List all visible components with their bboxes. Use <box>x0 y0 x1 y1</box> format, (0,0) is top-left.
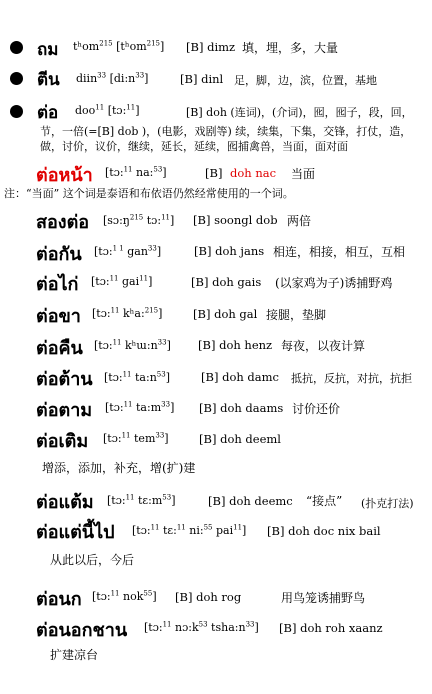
subentry-code: [B] doh jans <box>194 244 265 258</box>
subentry-ipa: [tɔ:$^{11}$ $nɔ:k^{53}$ $tsha:n^{33}$] <box>144 620 259 634</box>
subentry-headword: ต่อนอกชาน <box>36 620 128 641</box>
subentry-headword: ต่อไก่ <box>36 274 79 295</box>
subentry-headword: ต่อขา <box>36 306 81 327</box>
subentry-code: [B] doh gal <box>193 307 258 321</box>
subentry-meaning: 讨价还价 <box>292 402 341 416</box>
highlight-meaning: 当面 <box>291 167 316 181</box>
subentry-meaning: (以家鸡为子)诱捕野鸡 <box>275 276 393 290</box>
note-text: 注：“当面” 这个词是泰语和布依语仍然经常使用的一个词。 <box>4 187 294 200</box>
highlight-code-red: doh nac <box>230 166 277 180</box>
bullet-icon <box>10 72 23 85</box>
subentry-meaning: 抵抗，反抗，对抗，抗拒 <box>291 372 412 385</box>
bullet-icon <box>10 105 23 118</box>
subentry-code: [B] doh roh xaanz <box>279 621 383 635</box>
subentry-code: [B] doh gais <box>191 275 262 289</box>
highlight-headword: ต่อหน้า <box>36 165 93 186</box>
subentry-ipa: [tɔ:$^{11}$ tɛ:$^{11}$ ni:$^{55}$ pai$^{11}$] <box>132 523 247 537</box>
subentry-code: [B] doh henz <box>198 338 273 352</box>
subentry-ipa: [tɔ:$^{11}$ tem$^{33}$] <box>103 431 169 445</box>
entry-meaning: 填，埋，多，大量 <box>242 41 339 55</box>
highlight-code: [B] <box>205 166 223 180</box>
subentry-headword: ต่อต้าน <box>36 369 93 390</box>
subentry-code: [B] doh damc <box>201 370 279 384</box>
subentry-headword: ต่อแต้ม <box>36 492 94 513</box>
subentry-meaning: 两倍 <box>287 214 312 228</box>
entry-ipa: diin$^{33}$ $[di:n^{33}]$ <box>76 71 149 85</box>
subentry-ipa: [tɔ:$^{11}$ kʰa:$^{215}$] <box>92 306 163 320</box>
subentry-headword: ต่อตาม <box>36 400 93 421</box>
subentry-headword: ต่อนก <box>36 589 82 610</box>
subentry-meaning: 从此以后，今后 <box>50 553 135 567</box>
subentry-code: [B] doh daams <box>199 401 284 415</box>
entry-description: 节，一倍(=[B] dob )，(电影，戏剧等) 续，续集，下集，交锋，打仗，造，做，讨价，议价，继续，延长，延续，囮捕禽兽，当面，面对面 <box>40 125 412 153</box>
subentry-ipa: [tɔ:$^{11}$ $kʰɯ:n^{33}$] <box>94 338 171 352</box>
subentry-ipa: [tɔ:$^{11}$ $ta:m^{33}$] <box>105 400 175 414</box>
subentry-meaning: “接点” <box>306 494 343 508</box>
subentry-code: [B] doh rog <box>175 590 242 604</box>
subentry-meaning: 接腿，垫脚 <box>266 308 327 322</box>
entry-headword: ต่อ <box>37 103 59 123</box>
subentry-code: [B] doh deemc <box>208 494 293 508</box>
bullet-icon <box>10 41 23 54</box>
subentry-headword: ต่อแต่นี้ไป <box>36 522 115 543</box>
subentry-headword: สองต่อ <box>36 212 90 233</box>
subentry-code: [B] doh doc nix bail <box>267 524 381 538</box>
entry-buyi-code: [B] dimz <box>186 40 236 54</box>
subentry-extra: (扑克打法) <box>361 497 414 510</box>
entry-headword: ตีน <box>37 70 60 90</box>
subentry-headword: ต่อคืน <box>36 338 83 359</box>
subentry-headword: ต่อเติม <box>36 431 89 452</box>
highlight-ipa: [tɔ:$^{11}$ na:$^{53}$] <box>105 165 167 179</box>
subentry-meaning: 扩建凉台 <box>50 648 99 662</box>
subentry-ipa: [tɔ:$^{11}$ $ta:n^{53}$] <box>104 370 170 384</box>
subentry-ipa: [tɔ:$^{11}$ nok$^{55}$] <box>92 589 157 603</box>
entry-buyi-code: [B] dinl <box>180 72 224 86</box>
entry-buyi-code: [B] doh (连词)，(介词)，囮，囮子，段，回， <box>186 106 413 119</box>
subentry-code: [B] doh deeml <box>199 432 281 446</box>
subentry-meaning: 用鸟笼诱捕野鸟 <box>281 591 366 605</box>
subentry-ipa: [tɔ:$^{1 1}$ gan$^{33}$] <box>94 244 162 258</box>
entry-meaning: 足，脚，边，滨，位置，基地 <box>234 74 377 87</box>
subentry-code: [B] soongl dob <box>193 213 278 227</box>
subentry-ipa: [$sɔ:ŋ^{215}$ tɔ:$^{11}$] <box>103 213 175 227</box>
subentry-meaning: 每夜，以夜计算 <box>281 339 366 353</box>
subentry-headword: ต่อกัน <box>36 244 82 265</box>
subentry-ipa: [tɔ:$^{11}$ gai$^{11}$] <box>91 274 153 288</box>
entry-ipa: tʰom$^{215}$ [tʰom$^{215}$] <box>73 39 165 53</box>
entry-headword: ถม <box>37 40 59 60</box>
entry-ipa: doo$^{11}$ [tɔ:$^{11}$] <box>75 103 140 117</box>
subentry-meaning: 相连，相接，相互，互相 <box>273 245 406 259</box>
subentry-ipa: [tɔ:$^{11}$ $tɛ:m^{53}$] <box>107 493 176 507</box>
subentry-meaning: 增添，添加，补充，增(扩)建 <box>42 461 196 475</box>
